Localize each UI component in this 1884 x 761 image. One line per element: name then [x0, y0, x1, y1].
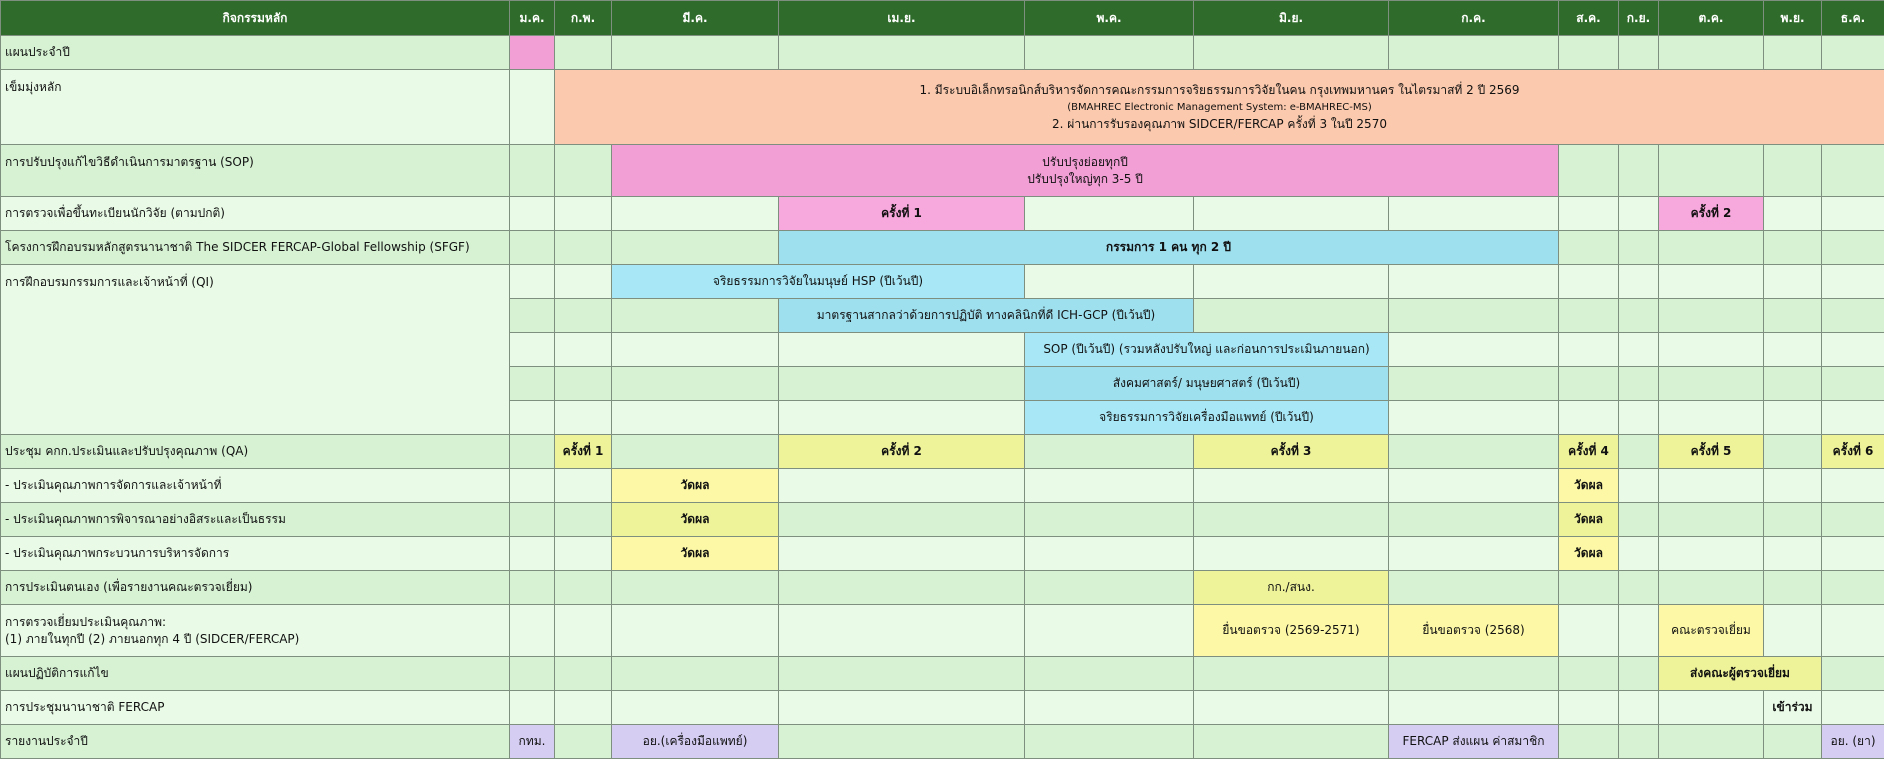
- cell: [1559, 299, 1619, 333]
- cell: [1822, 401, 1884, 435]
- cell: [510, 435, 555, 469]
- cell: [779, 725, 1025, 759]
- row-training-hsp: [1, 265, 1884, 299]
- row-label-annual-plan: แผนประจำปี: [1, 36, 510, 70]
- row-label-sfgf: โครงการฝึกอบรมหลักสูตรนานาชาติ The SIDCER FERCAP-Global Fellowship (SFGF): [1, 231, 510, 265]
- focus-goals-banner: [555, 70, 1884, 145]
- cell: [1619, 725, 1659, 759]
- cell: [612, 299, 779, 333]
- cell: [1659, 231, 1764, 265]
- cell: [555, 231, 612, 265]
- cell: [1764, 469, 1822, 503]
- cell: [1822, 469, 1884, 503]
- cell: [555, 691, 612, 725]
- cell: [1194, 469, 1389, 503]
- cell: [612, 691, 779, 725]
- cell: [555, 537, 612, 571]
- cell: [1025, 571, 1194, 605]
- cell: [1619, 197, 1659, 231]
- cell: [1389, 469, 1559, 503]
- cell: [1559, 231, 1619, 265]
- cell: [1194, 197, 1389, 231]
- cell: [1619, 145, 1659, 197]
- cell: [1764, 503, 1822, 537]
- cell: [555, 503, 612, 537]
- cell: [1659, 571, 1764, 605]
- cell: [1389, 435, 1559, 469]
- cell: [1764, 537, 1822, 571]
- row-label-annual-report: รายงานประจำปี: [1, 725, 510, 759]
- cell: [1194, 299, 1389, 333]
- quality-visit-jun: ยื่นขอตรวจ (2569-2571): [1194, 605, 1389, 657]
- cell: [1025, 657, 1194, 691]
- qa-meeting-5: ครั้งที่ 5: [1659, 435, 1764, 469]
- cell: [1025, 503, 1194, 537]
- training-hsp-bar: จริยธรรมการวิจัยในมนุษย์ HSP (ปีเว้นปี): [612, 265, 1025, 299]
- row-self-assessment: [1, 571, 1884, 605]
- cell: [1619, 231, 1659, 265]
- cell: [510, 657, 555, 691]
- eval-review-aug: วัดผล: [1559, 503, 1619, 537]
- row-label-training: การฝึกอบรมกรรมการและเจ้าหน้าที่ (QI): [1, 265, 510, 435]
- header-month-jun: มิ.ย.: [1194, 1, 1389, 36]
- cell: [510, 691, 555, 725]
- cell: [1764, 367, 1822, 401]
- cell: [1025, 725, 1194, 759]
- header-month-may: พ.ค.: [1025, 1, 1194, 36]
- eval-staff-aug: วัดผล: [1559, 469, 1619, 503]
- cell: [612, 367, 779, 401]
- registry-round-1: ครั้งที่ 1: [779, 197, 1025, 231]
- cell: [555, 367, 612, 401]
- cell: [555, 36, 612, 70]
- cell: [612, 231, 779, 265]
- cell: [510, 333, 555, 367]
- cell: [555, 333, 612, 367]
- cell: [1659, 725, 1764, 759]
- cell: [1764, 605, 1822, 657]
- cell: [510, 401, 555, 435]
- cell: [510, 367, 555, 401]
- cell: [779, 367, 1025, 401]
- cell: [1194, 691, 1389, 725]
- cell: [1659, 265, 1764, 299]
- quality-visit-jul: ยื่นขอตรวจ (2568): [1389, 605, 1559, 657]
- cell: [510, 503, 555, 537]
- header-main-activity: กิจกรรมหลัก: [1, 1, 510, 36]
- cell: [1619, 367, 1659, 401]
- eval-staff-mar: วัดผล: [612, 469, 779, 503]
- annual-report-jul: FERCAP ส่งแผน ค่าสมาชิก: [1389, 725, 1559, 759]
- cell: [779, 537, 1025, 571]
- cell: [1822, 265, 1884, 299]
- row-label-self-assessment: การประเมินตนเอง (เพื่อรายงานคณะตรวจเยี่ยม): [1, 571, 510, 605]
- focus-goal-2: 2. ผ่านการรับรองคุณภาพ SIDCER/FERCAP ครั้งที่ 3 ในปี 2570: [1052, 116, 1387, 131]
- sop-revision-bar: [612, 145, 1559, 197]
- cell: [1559, 265, 1619, 299]
- header-month-nov: พ.ย.: [1764, 1, 1822, 36]
- cell: [1764, 231, 1822, 265]
- cell: [1659, 537, 1764, 571]
- row-annual-plan: [1, 36, 1884, 70]
- row-label-eval-review: - ประเมินคุณภาพการพิจารณาอย่างอิสระและเป็นธรรม: [1, 503, 510, 537]
- cell: [1619, 265, 1659, 299]
- cell: [1822, 367, 1884, 401]
- cell: [1619, 605, 1659, 657]
- row-eval-staff: [1, 469, 1884, 503]
- cell: [510, 299, 555, 333]
- cell: [555, 145, 612, 197]
- row-qa: [1, 435, 1884, 469]
- self-assessment-jun: กก./สนง.: [1194, 571, 1389, 605]
- cell: [1619, 537, 1659, 571]
- training-sop-bar: SOP (ปีเว้นปี) (รวมหลังปรับใหญ่ และก่อนการประเมินภายนอก): [1025, 333, 1389, 367]
- cell: [612, 401, 779, 435]
- eval-process-mar: วัดผล: [612, 537, 779, 571]
- cell: [1764, 571, 1822, 605]
- cell: [1619, 435, 1659, 469]
- cell: [1559, 401, 1619, 435]
- cell: [555, 299, 612, 333]
- cell: [555, 401, 612, 435]
- cell: [1822, 657, 1884, 691]
- eval-process-aug: วัดผล: [1559, 537, 1619, 571]
- cell: [612, 657, 779, 691]
- cell: [1619, 657, 1659, 691]
- cell: [1389, 537, 1559, 571]
- row-label-eval-staff: - ประเมินคุณภาพการจัดการและเจ้าหน้าที่: [1, 469, 510, 503]
- header-month-feb: ก.พ.: [555, 1, 612, 36]
- cell: [555, 725, 612, 759]
- cell: [1194, 537, 1389, 571]
- row-annual-report: [1, 725, 1884, 759]
- cell: [1559, 197, 1619, 231]
- cell: [1659, 333, 1764, 367]
- cell: [1559, 367, 1619, 401]
- cell: [1025, 691, 1194, 725]
- cell: [1764, 725, 1822, 759]
- qa-meeting-3: ครั้งที่ 3: [1194, 435, 1389, 469]
- cell: [1619, 36, 1659, 70]
- header-month-jul: ก.ค.: [1389, 1, 1559, 36]
- cell: [510, 537, 555, 571]
- cell: [555, 265, 612, 299]
- cell: [1559, 725, 1619, 759]
- cell: [1659, 469, 1764, 503]
- cell: [1389, 299, 1559, 333]
- cell: [510, 265, 555, 299]
- cell: [1764, 435, 1822, 469]
- cell: [555, 657, 612, 691]
- cell: [1619, 333, 1659, 367]
- cell: [1389, 503, 1559, 537]
- quality-visit-label-line-2: (1) ภายในทุกปี (2) ภายนอกทุก 4 ปี (SIDCER/FERCAP): [5, 631, 300, 646]
- cell: [779, 333, 1025, 367]
- fercap-meeting-nov: เข้าร่วม: [1764, 691, 1822, 725]
- registry-round-2: ครั้งที่ 2: [1659, 197, 1764, 231]
- cell: [1764, 333, 1822, 367]
- qa-meeting-4: ครั้งที่ 4: [1559, 435, 1619, 469]
- cell: [779, 401, 1025, 435]
- cell: [510, 605, 555, 657]
- cell: [1389, 571, 1559, 605]
- cell: [1619, 571, 1659, 605]
- cell: [1764, 197, 1822, 231]
- annual-report-jan: กทม.: [510, 725, 555, 759]
- cell: [1559, 333, 1619, 367]
- cell: [1389, 367, 1559, 401]
- cell: [779, 503, 1025, 537]
- cell: [510, 571, 555, 605]
- row-label-sop: การปรับปรุงแก้ไขวิธีดำเนินการมาตรฐาน (SOP): [1, 145, 510, 197]
- cell: [510, 231, 555, 265]
- cell: [510, 145, 555, 197]
- cell: [1194, 36, 1389, 70]
- cell: [1659, 36, 1764, 70]
- cell: [1559, 36, 1619, 70]
- cell: [555, 197, 612, 231]
- cell: [1764, 145, 1822, 197]
- cell: [1659, 145, 1764, 197]
- row-label-registry: การตรวจเพื่อขึ้นทะเบียนนักวิจัย (ตามปกติ): [1, 197, 510, 231]
- qa-meeting-2: ครั้งที่ 2: [779, 435, 1025, 469]
- cell: [1389, 333, 1559, 367]
- row-registry: [1, 197, 1884, 231]
- quality-visit-label-line-1: การตรวจเยี่ยมประเมินคุณภาพ:: [5, 614, 167, 629]
- cell: [1659, 401, 1764, 435]
- cell: [1764, 265, 1822, 299]
- cell: [1659, 367, 1764, 401]
- cell: [612, 333, 779, 367]
- cell: [1764, 401, 1822, 435]
- cell: [1822, 571, 1884, 605]
- header-month-sep: ก.ย.: [1619, 1, 1659, 36]
- row-label-qa: ประชุม คกก.ประเมินและปรับปรุงคุณภาพ (QA): [1, 435, 510, 469]
- focus-goal-1: 1. มีระบบอิเล็กทรอนิกส์บริหารจัดการคณะกรรมการจริยธรรมการวิจัยในคน กรุงเทพมหานคร ในไตรมาสที่ 2 ปี 2569: [919, 82, 1520, 97]
- cell: [510, 70, 555, 145]
- row-label-corrective-plan: แผนปฏิบัติการแก้ไข: [1, 657, 510, 691]
- row-eval-review: [1, 503, 1884, 537]
- cell: [612, 197, 779, 231]
- cell: [1389, 401, 1559, 435]
- cell: [510, 469, 555, 503]
- row-quality-visit: [1, 605, 1884, 657]
- cell: [1659, 503, 1764, 537]
- cell: [779, 36, 1025, 70]
- header-month-dec: ธ.ค.: [1822, 1, 1884, 36]
- training-device-bar: จริยธรรมการวิจัยเครื่องมือแพทย์ (ปีเว้นปี): [1025, 401, 1389, 435]
- cell: [1025, 537, 1194, 571]
- row-corrective-plan: [1, 657, 1884, 691]
- row-focus: [1, 70, 1884, 145]
- cell: [1764, 299, 1822, 333]
- sop-minor-revision: ปรับปรุงย่อยทุกปี: [1042, 154, 1128, 169]
- cell: [1025, 605, 1194, 657]
- sfgf-bar: กรรมการ 1 คน ทุก 2 ปี: [779, 231, 1559, 265]
- cell: [555, 605, 612, 657]
- row-label-fercap-meeting: การประชุมนานาชาติ FERCAP: [1, 691, 510, 725]
- annual-report-mar: อย.(เครื่องมือแพทย์): [612, 725, 779, 759]
- cell: [1822, 36, 1884, 70]
- cell: [779, 691, 1025, 725]
- cell: [1619, 691, 1659, 725]
- cell: [1619, 469, 1659, 503]
- cell: [1389, 265, 1559, 299]
- cell: [1194, 725, 1389, 759]
- cell: [612, 571, 779, 605]
- eval-review-mar: วัดผล: [612, 503, 779, 537]
- cell: [1822, 145, 1884, 197]
- header-month-jan: ม.ค.: [510, 1, 555, 36]
- cell: [1389, 691, 1559, 725]
- cell: [779, 657, 1025, 691]
- row-sfgf: [1, 231, 1884, 265]
- training-gcp-bar: มาตรฐานสากลว่าด้วยการปฏิบัติ ทางคลินิกที่ดี ICH-GCP (ปีเว้นปี): [779, 299, 1194, 333]
- cell: [1822, 605, 1884, 657]
- row-label-quality-visit: [1, 605, 510, 657]
- cell: [1025, 435, 1194, 469]
- cell: [1659, 691, 1764, 725]
- cell: [555, 571, 612, 605]
- cell: [1619, 401, 1659, 435]
- cell: [510, 197, 555, 231]
- training-social-bar: สังคมศาสตร์/ มนุษยศาสตร์ (ปีเว้นปี): [1025, 367, 1389, 401]
- cell: [1559, 145, 1619, 197]
- cell: [612, 435, 779, 469]
- cell: [1619, 503, 1659, 537]
- cell: [1025, 265, 1194, 299]
- cell: [1389, 657, 1559, 691]
- cell: [1822, 537, 1884, 571]
- cell-annual-plan-jan: [510, 36, 555, 70]
- row-fercap-meeting: [1, 691, 1884, 725]
- cell: [1619, 299, 1659, 333]
- cell: [1025, 469, 1194, 503]
- qa-meeting-1: ครั้งที่ 1: [555, 435, 612, 469]
- row-label-focus: เข็มมุ่งหลัก: [1, 70, 510, 145]
- cell: [779, 571, 1025, 605]
- cell: [779, 469, 1025, 503]
- cell: [1559, 571, 1619, 605]
- cell: [1025, 197, 1194, 231]
- header-month-oct: ต.ค.: [1659, 1, 1764, 36]
- cell: [612, 605, 779, 657]
- cell: [1659, 299, 1764, 333]
- cell: [1559, 605, 1619, 657]
- cell: [779, 605, 1025, 657]
- cell: [1822, 691, 1884, 725]
- cell: [1822, 197, 1884, 231]
- cell: [1389, 197, 1559, 231]
- qa-meeting-6: ครั้งที่ 6: [1822, 435, 1884, 469]
- row-label-eval-process: - ประเมินคุณภาพกระบวนการบริหารจัดการ: [1, 537, 510, 571]
- cell: [1389, 36, 1559, 70]
- header-month-aug: ส.ค.: [1559, 1, 1619, 36]
- cell: [1194, 657, 1389, 691]
- cell: [1025, 36, 1194, 70]
- cell: [1194, 503, 1389, 537]
- header-month-mar: มี.ค.: [612, 1, 779, 36]
- row-sop: [1, 145, 1884, 197]
- header-month-apr: เม.ย.: [779, 1, 1025, 36]
- cell: [1559, 657, 1619, 691]
- focus-goal-1-system: (BMAHREC Electronic Management System: e-BMAHREC-MS): [1067, 101, 1372, 113]
- cell: [1194, 265, 1389, 299]
- sop-major-revision: ปรับปรุงใหญ่ทุก 3-5 ปี: [1027, 171, 1143, 186]
- annual-report-dec: อย. (ยา): [1822, 725, 1884, 759]
- header-row: [1, 1, 1884, 36]
- cell: [1822, 503, 1884, 537]
- cell: [1764, 36, 1822, 70]
- cell: [1822, 333, 1884, 367]
- cell: [555, 469, 612, 503]
- cell: [1822, 299, 1884, 333]
- cell: [612, 36, 779, 70]
- cell: [1559, 691, 1619, 725]
- quality-visit-oct: คณะตรวจเยี่ยม: [1659, 605, 1764, 657]
- corrective-plan-bar: ส่งคณะผู้ตรวจเยี่ยม: [1659, 657, 1822, 691]
- row-eval-process: [1, 537, 1884, 571]
- cell: [1822, 231, 1884, 265]
